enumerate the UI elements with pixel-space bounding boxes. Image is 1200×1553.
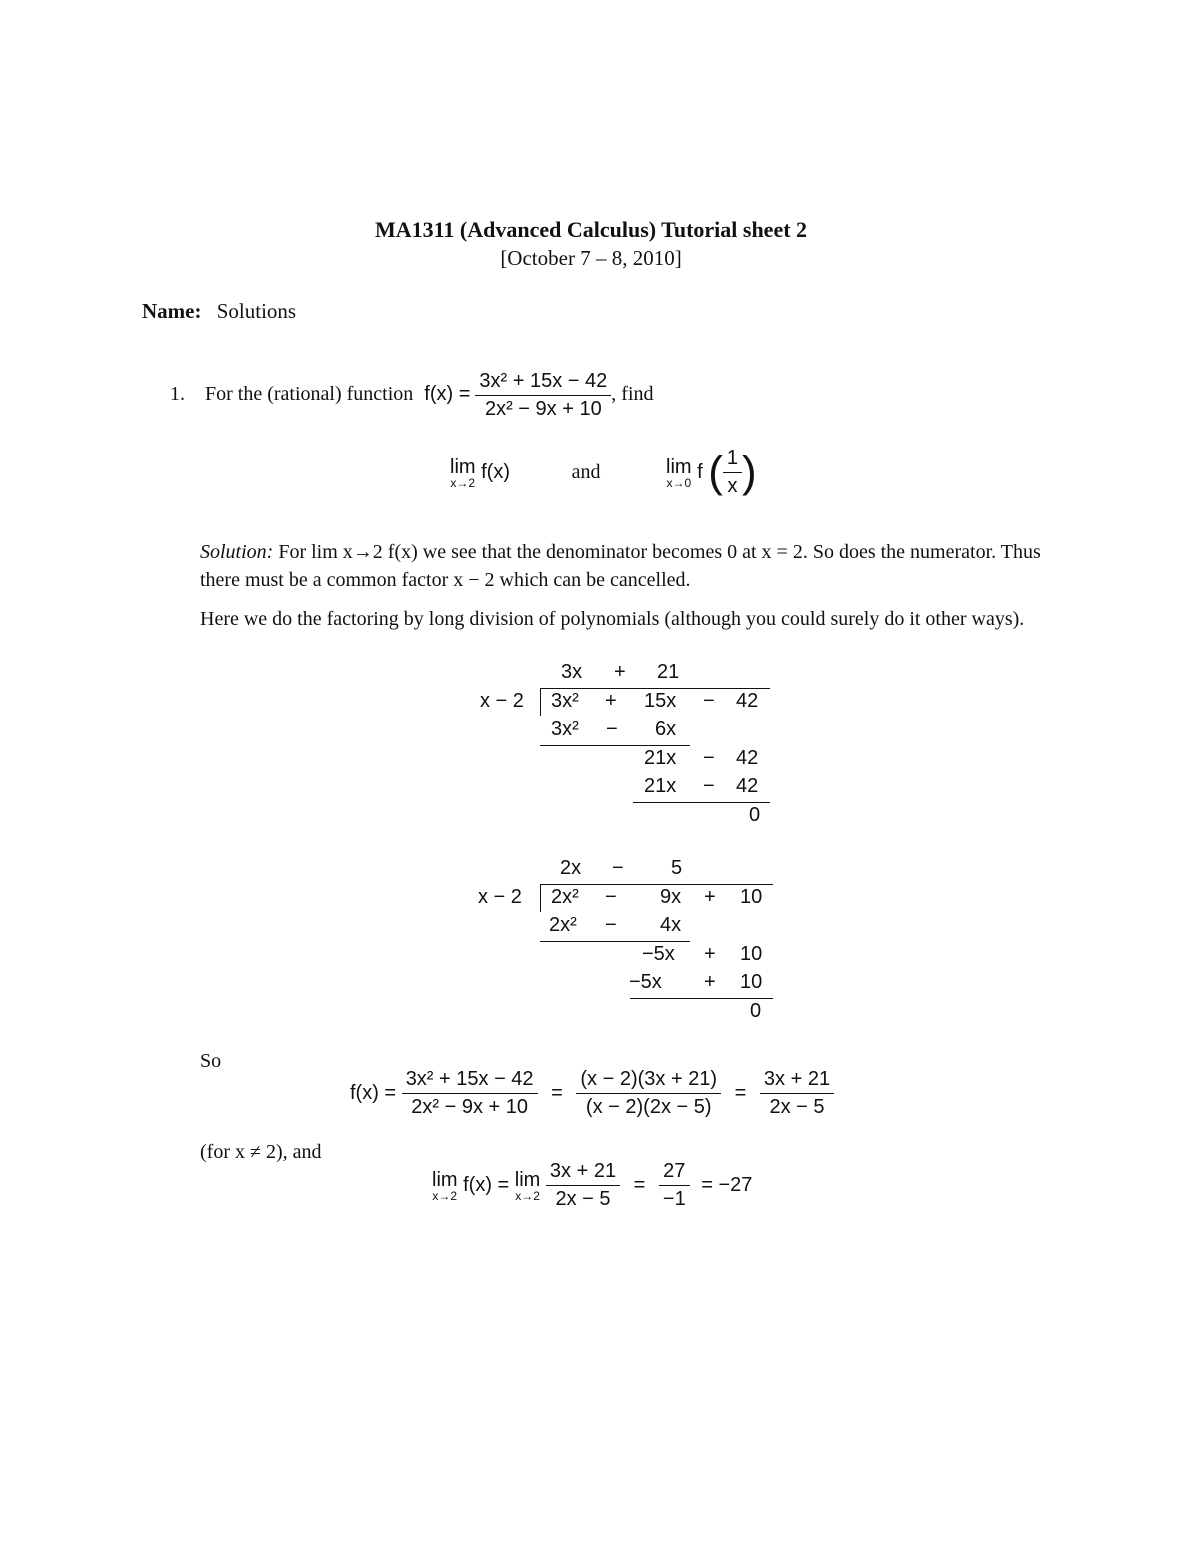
eq1-f3-num: 3x + 21 — [760, 1068, 834, 1094]
solution-label: Solution: — [200, 541, 274, 563]
limit-b-operator — [666, 457, 692, 489]
eq2-lim2-sub: x→2 — [515, 1188, 540, 1203]
quotient-term: 3x — [561, 661, 583, 683]
step-term: 3x² — [551, 718, 579, 740]
eq1-f2-num: (x − 2)(3x + 21) — [576, 1068, 721, 1094]
question-prefix: For the (rational) function — [205, 383, 414, 406]
page-title: MA1311 (Advanced Calculus) Tutorial sheet 2 — [374, 217, 808, 242]
division-bar — [540, 884, 773, 885]
eq1-fraction-2 — [576, 1068, 721, 1119]
dividend-term: 42 — [736, 690, 759, 712]
equals-sign: = — [734, 1082, 747, 1104]
step-term: 2x² — [549, 914, 577, 936]
eq2-lim1-sub: x→2 — [432, 1188, 458, 1203]
divisor: x − 2 — [478, 886, 522, 908]
eq2-fraction-2 — [659, 1160, 690, 1211]
dividend-op: − — [703, 690, 715, 712]
eq2-lim2-op: lim — [514, 1168, 541, 1191]
limit-evaluation-equation — [432, 1160, 752, 1211]
equals-sign: = — [551, 1082, 563, 1104]
eq1-lhs: f(x) = — [350, 1082, 397, 1104]
step-term: 6x — [655, 718, 677, 740]
eq2-f1-num: 3x + 21 — [546, 1160, 620, 1186]
limit-b-lim: lim — [666, 455, 692, 478]
remainder-term: 42 — [736, 747, 759, 769]
remainder-term: 21x — [644, 747, 677, 769]
final-remainder: 0 — [750, 1000, 762, 1022]
limit-b-fraction — [723, 447, 742, 498]
subtraction-line — [630, 998, 773, 999]
question-suffix: , find — [611, 383, 654, 406]
left-paren: ( — [708, 447, 723, 497]
division-bar — [540, 688, 770, 689]
dividend-term: 9x — [660, 886, 682, 908]
dividend-term: 15x — [644, 690, 677, 712]
eq1-fraction-3 — [760, 1068, 834, 1119]
name-label: Name: — [142, 299, 202, 323]
dividend-op: − — [605, 886, 617, 908]
remainder-op: + — [704, 943, 716, 965]
remainder-term: 10 — [740, 943, 763, 965]
step-op: − — [606, 718, 618, 740]
eq1-f2-den: (x − 2)(2x − 5) — [585, 1096, 712, 1118]
function-fraction — [475, 370, 611, 421]
eq1-f1-num: 3x² + 15x − 42 — [402, 1068, 538, 1094]
quotient-term: 5 — [671, 857, 683, 879]
subtraction-line — [540, 941, 690, 942]
eq2-f2-den: −1 — [662, 1188, 686, 1210]
function-lhs: f(x) = — [424, 383, 471, 406]
step-op: − — [605, 914, 617, 936]
solution-paragraph-2: Here we do the factoring by long division of polynomials (although you could surely do it other ways). — [200, 608, 1025, 630]
subtraction-line — [633, 802, 770, 803]
limits-to-find — [450, 447, 757, 498]
eq1-f3-den: 2x − 5 — [769, 1096, 825, 1118]
eq1-f1-den: 2x² − 9x + 10 — [411, 1096, 528, 1118]
divisor: x − 2 — [480, 690, 524, 712]
limit-b-num: 1 — [723, 447, 742, 473]
question-number: 1. — [170, 383, 185, 406]
dividend-op: + — [605, 690, 617, 712]
question-1 — [170, 370, 1070, 421]
subtraction-line — [540, 745, 690, 746]
function-denominator: 2x² − 9x + 10 — [484, 398, 602, 420]
name-value: Solutions — [216, 299, 297, 323]
step-term: 10 — [740, 971, 763, 993]
step-term: 21x — [644, 775, 677, 797]
eq2-lim1-op: lim — [432, 1168, 458, 1191]
limit-a-operator — [450, 457, 476, 489]
eq1-fraction-1 — [402, 1068, 538, 1119]
step-term: 42 — [736, 775, 759, 797]
quotient-term: 2x — [560, 857, 582, 879]
division-bracket — [540, 884, 541, 912]
quotient-op: + — [614, 661, 626, 683]
final-remainder: 0 — [749, 804, 761, 826]
remainder-op: − — [703, 747, 715, 769]
eq2-fraction-1 — [546, 1160, 620, 1211]
limit-a-sub: x→2 — [450, 475, 476, 490]
limit-b-f: f — [697, 461, 703, 483]
limit-a-expr: f(x) — [481, 461, 510, 483]
step-term: −5x — [629, 971, 662, 993]
dividend-term: 10 — [740, 886, 763, 908]
limit-b-den: x — [727, 475, 738, 497]
name-row — [142, 299, 296, 324]
eq2-f1-den: 2x − 5 — [555, 1188, 611, 1210]
eq2-expr1: f(x) = — [463, 1174, 510, 1196]
function-numerator: 3x² + 15x − 42 — [475, 370, 611, 396]
right-paren: ) — [742, 447, 757, 497]
remainder-term: −5x — [642, 943, 675, 965]
eq2-lim-2 — [515, 1170, 541, 1202]
sheet-date: [October 7 – 8, 2010] — [500, 246, 682, 270]
eq2-f2-num: 27 — [659, 1160, 690, 1186]
solution-text-1: For lim x→2 f(x) we see that the denominator becomes 0 at x = 2. So does the numerator. Thus there must be a common factor x − 2 which can be cancelled. — [200, 541, 1041, 591]
quotient-op: − — [612, 857, 624, 879]
division-bracket — [540, 688, 541, 716]
quotient-term: 21 — [657, 661, 680, 683]
and-word: and — [571, 461, 601, 483]
solution-paragraph-1 — [200, 538, 1060, 594]
eq2-lim-1 — [432, 1170, 458, 1202]
equals-sign: = — [633, 1174, 646, 1196]
dividend-op: + — [704, 886, 716, 908]
step-op: − — [703, 775, 715, 797]
eq2-result: = −27 — [701, 1174, 753, 1196]
step-term: 4x — [660, 914, 682, 936]
simplification-equation — [350, 1068, 834, 1119]
dividend-term: 3x² — [551, 690, 579, 712]
step-op: + — [704, 971, 716, 993]
limit-a-lim: lim — [450, 455, 476, 478]
dividend-term: 2x² — [551, 886, 579, 908]
so-word: So — [200, 1050, 222, 1072]
limit-b-sub: x→0 — [666, 475, 692, 490]
condition-text: (for x ≠ 2), and — [200, 1141, 322, 1163]
